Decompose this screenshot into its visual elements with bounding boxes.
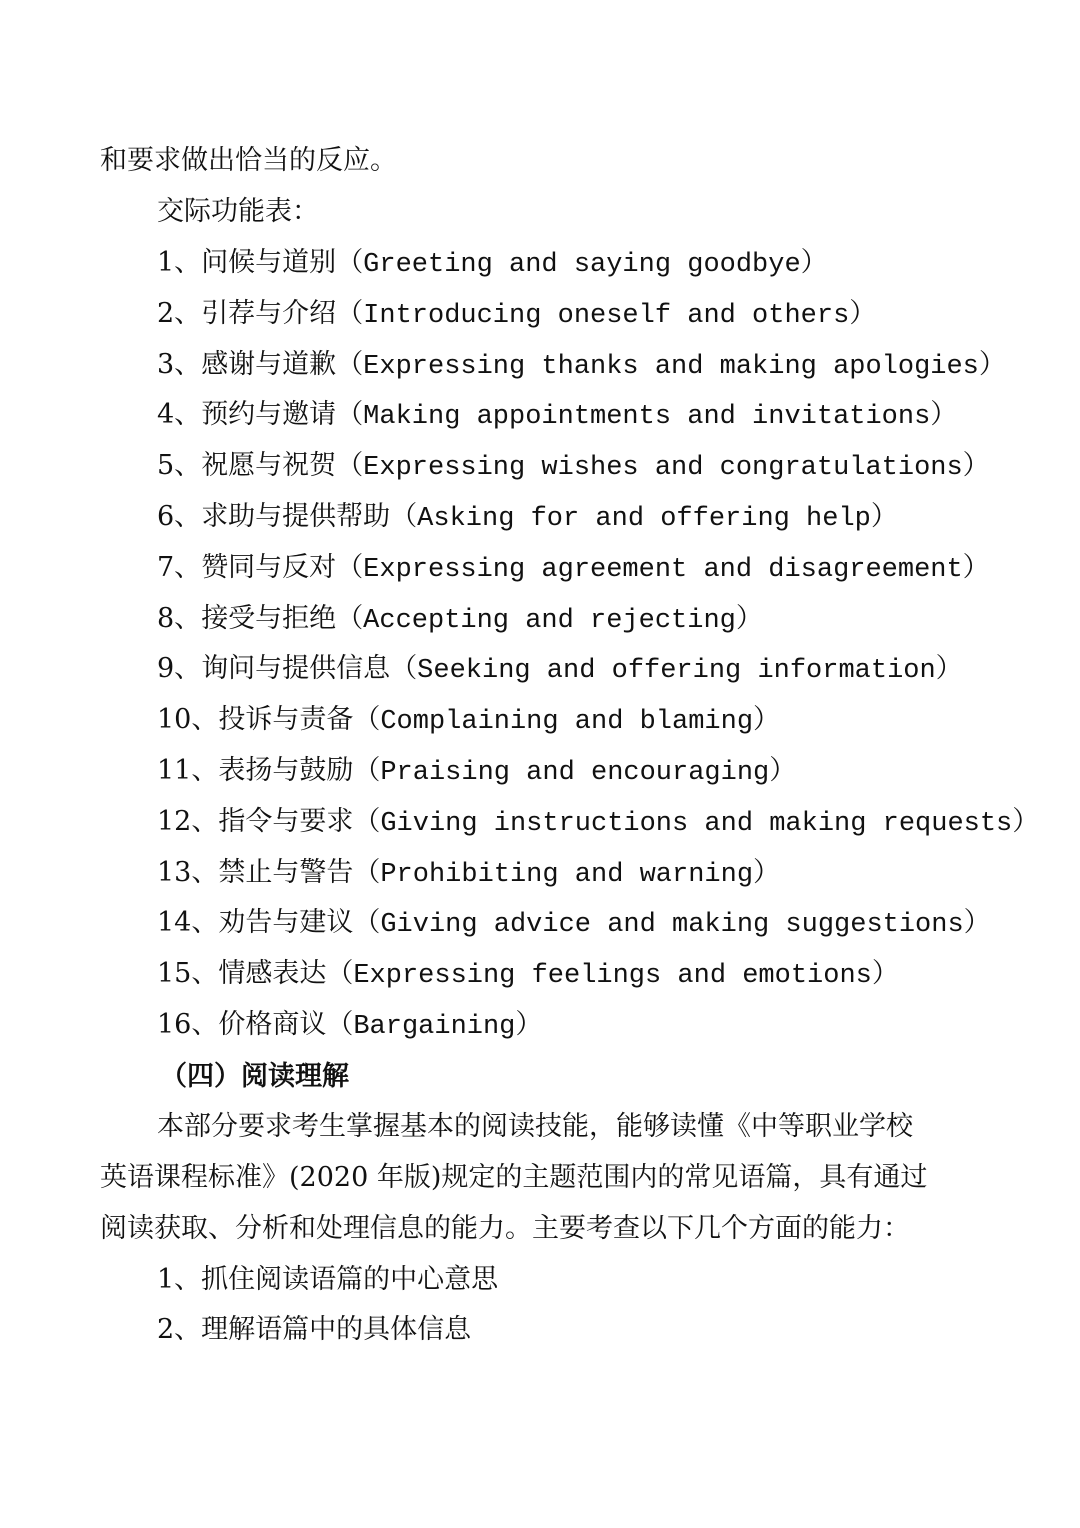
reading-item-1: 1、抓住阅读语篇的中心意思	[157, 1264, 499, 1295]
function-zh: 情感表达	[218, 958, 327, 990]
function-num: 5、	[157, 450, 202, 482]
paragraph-line-1: 本部分要求考生掌握基本的阅读技能，能够读懂《中等职业学校	[157, 1111, 913, 1142]
function-num: 10、	[157, 704, 219, 736]
function-en: （Prohibiting and warning）	[353, 859, 781, 890]
function-zh: 指令与要求	[218, 805, 354, 837]
table-title: 交际功能表：	[157, 196, 319, 227]
function-zh: 禁止与警告	[218, 856, 354, 888]
function-zh: 投诉与责备	[218, 704, 354, 736]
list-item	[157, 855, 780, 893]
list-item	[157, 905, 991, 943]
list-item	[157, 1007, 542, 1045]
function-num: 4、	[157, 399, 202, 431]
function-zh: 引荐与介绍	[201, 297, 337, 329]
function-en: （Praising and encouraging）	[353, 758, 797, 788]
function-en: （Expressing feelings and emotions）	[326, 961, 899, 992]
list-item	[157, 956, 899, 994]
reading-item-2: 2、理解语篇中的具体信息	[157, 1314, 472, 1345]
paragraph-line-3: 阅读获取、分析和处理信息的能力。主要考查以下几个方面的能力：	[100, 1213, 910, 1244]
function-zh: 赞同与反对	[201, 551, 337, 583]
function-en: （Giving instructions and making requests）	[353, 808, 1040, 839]
function-en: （Asking for and offering help）	[390, 504, 898, 534]
list-item	[157, 448, 990, 486]
list-item	[157, 499, 898, 537]
function-en: （Giving advice and making suggestions）	[353, 910, 991, 941]
function-num: 3、	[157, 348, 202, 380]
function-en: （Seeking and offering information）	[390, 656, 963, 687]
function-en: （Accepting and rejecting）	[336, 605, 763, 636]
function-en: （Complaining and blaming）	[353, 707, 781, 738]
function-num: 1、	[157, 247, 202, 278]
function-num: 14、	[157, 907, 219, 939]
list-item	[157, 550, 990, 588]
function-num: 8、	[157, 602, 202, 634]
function-num: 16、	[157, 1009, 219, 1040]
function-en: （Expressing wishes and congratulations）	[336, 453, 990, 484]
list-item	[157, 804, 1039, 842]
function-zh: 求助与提供帮助	[201, 501, 391, 532]
function-num: 13、	[157, 856, 219, 888]
function-zh: 表扬与鼓励	[218, 755, 354, 786]
list-item	[157, 296, 876, 334]
list-item	[157, 651, 963, 689]
section-heading: （四）阅读理解	[160, 1061, 349, 1092]
function-zh: 祝愿与祝贺	[201, 450, 337, 482]
function-num: 15、	[157, 958, 219, 990]
function-zh: 问候与道别	[201, 247, 337, 278]
function-num: 11、	[157, 755, 219, 786]
function-zh: 劝告与建议	[218, 907, 354, 939]
list-item	[157, 245, 828, 283]
function-en: （Greeting and saying goodbye）	[336, 250, 828, 280]
function-zh: 感谢与道歉	[201, 348, 337, 380]
function-en: （Bargaining）	[326, 1012, 543, 1042]
function-en: （Expressing agreement and disagreement）	[336, 554, 990, 585]
function-zh: 预约与邀请	[201, 399, 337, 431]
function-num: 2、	[157, 297, 202, 329]
list-item	[157, 397, 957, 435]
function-num: 9、	[157, 653, 202, 685]
list-item	[157, 753, 796, 791]
function-en: （Expressing thanks and making apologies）	[336, 351, 1006, 382]
function-zh: 询问与提供信息	[201, 653, 391, 685]
paragraph-line-2: 英语课程标准》(2020 年版)规定的主题范围内的常见语篇，具有通过	[100, 1162, 928, 1193]
function-zh: 接受与拒绝	[201, 602, 337, 634]
list-item	[157, 702, 780, 740]
function-num: 6、	[157, 501, 202, 532]
function-en: （Making appointments and invitations）	[336, 402, 958, 433]
list-item	[157, 601, 763, 639]
function-num: 7、	[157, 551, 202, 583]
function-zh: 价格商议	[218, 1009, 327, 1040]
function-num: 12、	[157, 805, 219, 837]
opening-line: 和要求做出恰当的反应。	[100, 145, 397, 176]
list-item	[157, 347, 1006, 385]
function-en: （Introducing oneself and others）	[336, 300, 877, 331]
